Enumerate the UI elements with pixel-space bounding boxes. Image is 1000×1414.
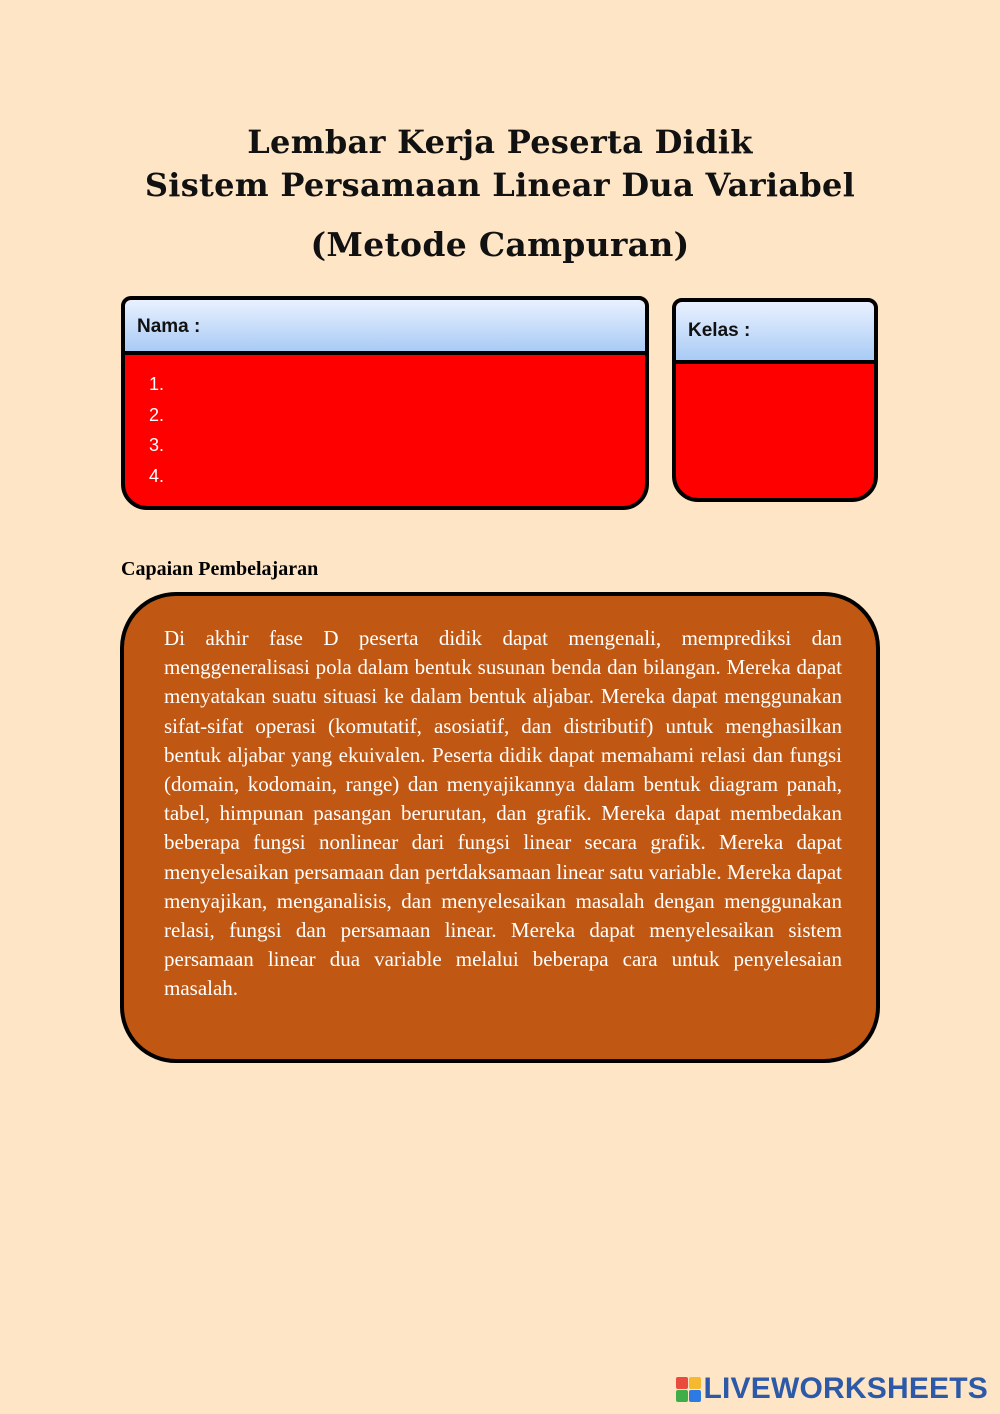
nama-list-item-4[interactable]: 4. (149, 465, 165, 486)
footer-brand[interactable] (676, 1372, 989, 1406)
logo-square-1 (676, 1377, 688, 1389)
nama-list-item-2[interactable]: 2. (149, 404, 165, 425)
capaian-box (120, 592, 880, 1063)
nama-list (125, 355, 645, 491)
liveworksheets-logo-icon (676, 1377, 701, 1402)
kelas-card (672, 298, 878, 502)
nama-label: Nama : (125, 300, 645, 355)
worksheet-title-line1: Lembar Kerja Peserta Didik (247, 123, 753, 161)
logo-square-3 (676, 1390, 688, 1402)
worksheet-title-line2: Sistem Persamaan Linear Dua Variabel (144, 166, 856, 204)
kelas-input-area[interactable] (676, 364, 874, 494)
nama-list-item-3[interactable]: 3. (149, 435, 165, 455)
brand-name: LIVEWORKSHEETS (703, 1372, 988, 1405)
logo-square-2 (689, 1377, 701, 1389)
kelas-label: Kelas : (676, 302, 874, 364)
logo-square-4 (689, 1390, 701, 1402)
capaian-text: Di akhir fase D peserta didik dapat mengenali, memprediksi dan menggeneralisasi pola dalam bentuk susunan benda dan bilangan. Mereka dapat menyatakan suatu situasi ke dalam bentuk aljabar. Mereka dapat menggunakan sifat-sifat operasi (komutatif, asosiatif, dan distributif) untuk menghasilkan bentuk aljabar yang ekuivalen. Peserta didik dapat memahami relasi dan fungsi (domain, kodomain, range) dan menyajikannya dalam bentuk diagram panah, tabel, himpunan pasangan berurutan, dan grafik. Mereka dapat membedakan beberapa fungsi nonlinear dari fungsi linear secara grafik. Mereka dapat menyelesaikan persamaan dan pertdaksamaan linear satu variable. Mereka dapat menyajikan, menganalisis, dan menyelesaikan masalah dengan menggunakan relasi, fungsi dan persamaan linear. Mereka dapat menyelesaikan sistem persamaan linear dua variable melalui beberapa cara untuk penyelesaian masalah. (164, 626, 842, 1001)
capaian-heading: Capaian Pembelajaran (121, 558, 319, 580)
nama-card (121, 296, 649, 510)
nama-list-item-1[interactable]: 1. (149, 374, 165, 394)
worksheet-subtitle: (Metode Campuran) (310, 225, 690, 264)
